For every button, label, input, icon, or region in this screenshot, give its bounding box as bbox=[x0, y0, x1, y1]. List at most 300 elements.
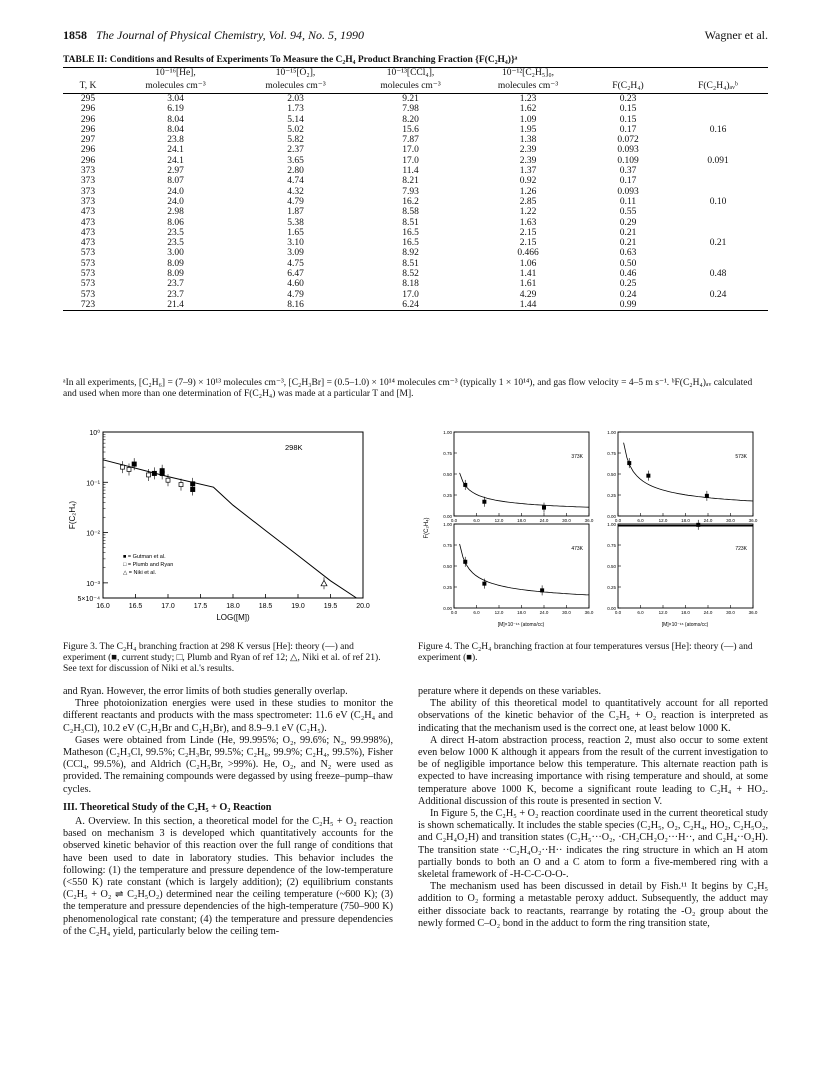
y-tick-label: 0.00 bbox=[443, 514, 452, 519]
table-cell: 2.85 bbox=[519, 196, 537, 207]
table-cell: 1.61 bbox=[519, 279, 537, 290]
table-header bbox=[63, 68, 768, 94]
table-cell: 0.21 bbox=[619, 227, 637, 238]
table-header-cell: 10⁻¹²[C₂H₅]₀, bbox=[468, 68, 588, 81]
table-cell: 2.80 bbox=[287, 166, 304, 177]
table-header-cell: molecules cm⁻³ bbox=[113, 81, 238, 94]
x-tick-label: 36.0 bbox=[584, 518, 594, 523]
y-tick-label: 10⁻¹ bbox=[86, 480, 100, 488]
table-cell: 4.29 bbox=[519, 289, 537, 300]
table-cell: 473 bbox=[80, 227, 96, 238]
figure-3 bbox=[63, 420, 398, 635]
table-row bbox=[63, 279, 768, 289]
x-tick-label: 18.0 bbox=[681, 518, 690, 523]
table-footnote: ᵃIn all experiments, [C₂H₆] = (7–9) × 10¹³ molecules cm⁻³, [C₂H₃Br] = (0.5–1.0) × 10¹⁴ molecules cm⁻³ (typically 1 × 10¹⁴), and gas flow velocity = 4–5 m s⁻¹. ᵇF(C₂H₄)ₐᵥ calculated and used when more than one determination of F(C₂H₄) was made at a particular T and [M]. bbox=[63, 378, 753, 399]
table-cell: 16.2 bbox=[402, 196, 419, 207]
y-tick-label: 0.00 bbox=[607, 606, 616, 611]
x-tick-label: 18.5 bbox=[258, 603, 273, 610]
table-cell: 8.51 bbox=[402, 217, 419, 228]
table-cell: 1.06 bbox=[519, 258, 537, 269]
table-header-cell bbox=[63, 68, 113, 81]
journal-citation: The Journal of Physical Chemistry, Vol. 94, No. 5, 1990 bbox=[96, 28, 364, 42]
body-paragraph: perature where it depends on these variables. bbox=[418, 686, 602, 697]
table-cell: 573 bbox=[80, 289, 96, 300]
table-header-cell: molecules cm⁻³ bbox=[468, 81, 588, 94]
table-cell: 2.37 bbox=[287, 145, 304, 156]
table-cell: 0.24 bbox=[619, 289, 637, 300]
data-point-gutman bbox=[190, 481, 195, 486]
table-cell bbox=[668, 259, 768, 269]
y-tick-label: 5×10⁻⁴ bbox=[77, 596, 100, 603]
y-axis-label: F(C₂H₄) bbox=[424, 517, 430, 539]
data-point-gutman bbox=[132, 462, 137, 467]
table-row bbox=[63, 115, 768, 125]
table-row bbox=[63, 94, 768, 105]
table-cell: 0.48 bbox=[709, 269, 727, 280]
table-cell: 4.32 bbox=[287, 186, 304, 197]
table-header-row bbox=[63, 68, 768, 81]
table-cell: 23.7 bbox=[167, 279, 184, 290]
table-cell: 5.38 bbox=[287, 217, 304, 228]
legend-entry: △ = Niki et al. bbox=[123, 570, 157, 576]
table-cell: 8.16 bbox=[238, 300, 353, 311]
table-cell bbox=[668, 166, 768, 176]
theory-curve bbox=[460, 544, 589, 595]
x-tick-label: 18.0 bbox=[517, 518, 526, 523]
table-cell: 8.58 bbox=[402, 207, 419, 218]
running-authors: Wagner et al. bbox=[704, 28, 768, 42]
data-point bbox=[646, 474, 650, 478]
table-cell: 3.04 bbox=[167, 94, 184, 104]
data-point bbox=[542, 506, 546, 510]
body-paragraph: The ability of this theoretical model to quantitatively account for all reported observations of the kinetic behavior of the C₂H₅ + O₂ reaction is interpreted as indicating that the mechanism used is the correct one, at least below 1000 K. bbox=[418, 698, 768, 734]
theory-curve bbox=[460, 473, 589, 507]
x-tick-label: 12.0 bbox=[658, 610, 668, 615]
legend-entry: □ = Plumb and Ryan bbox=[123, 562, 174, 568]
table-row bbox=[63, 259, 768, 269]
x-tick-label: 36.0 bbox=[748, 610, 758, 615]
x-tick-label: 0.0 bbox=[614, 518, 622, 523]
y-tick-label: 0.25 bbox=[607, 585, 616, 590]
table-row bbox=[63, 197, 768, 207]
x-tick-label: 36.0 bbox=[584, 610, 594, 615]
y-tick-label: 0.75 bbox=[607, 451, 616, 456]
table-cell bbox=[668, 248, 768, 258]
table-header-cell bbox=[668, 68, 768, 81]
table-cell: 0.17 bbox=[619, 124, 637, 135]
table-row bbox=[63, 300, 768, 311]
data-point-plumb bbox=[147, 473, 151, 477]
table-cell bbox=[668, 207, 768, 217]
data-point bbox=[482, 582, 486, 586]
table-cell: 6.24 bbox=[353, 300, 468, 311]
table-cell: 473 bbox=[80, 207, 96, 218]
y-tick-label: 0.50 bbox=[443, 472, 452, 477]
x-tick-label: 6.0 bbox=[637, 518, 644, 523]
table-cell: 1.41 bbox=[519, 269, 537, 280]
body-paragraph: Three photoionization energies were used in these studies to monitor the different reactants and products with the mass spectrometer: 11.6 eV (C₂H₄ and C₂H₃Cl), 10.2 eV (C₂H₃Br and C₂H₃Br), and 8.9–9.1 eV (C₂H₅). bbox=[63, 698, 393, 734]
data-point bbox=[463, 483, 467, 487]
table-cell: 0.093 bbox=[617, 186, 639, 197]
x-tick-label: 0.0 bbox=[450, 610, 458, 615]
table-cell: 0.072 bbox=[617, 135, 639, 146]
y-tick-label: 10⁰ bbox=[89, 430, 100, 437]
conditions-table bbox=[63, 67, 768, 311]
table-cell: 24.0 bbox=[167, 196, 184, 207]
table-cell: 2.97 bbox=[167, 166, 184, 177]
table-cell: 0.11 bbox=[619, 196, 637, 207]
table-cell: 1.63 bbox=[519, 217, 537, 228]
table-row bbox=[63, 218, 768, 228]
y-tick-label: 1.00 bbox=[607, 430, 616, 435]
table-cell bbox=[668, 176, 768, 186]
table-cell: 0.15 bbox=[619, 114, 637, 125]
data-point-niki bbox=[321, 580, 327, 586]
table-cell: 296 bbox=[80, 155, 96, 166]
table-cell: 1.09 bbox=[519, 114, 537, 125]
table-cell: 3.65 bbox=[287, 155, 304, 166]
table-cell: 8.52 bbox=[402, 269, 419, 280]
y-tick-label: 0.25 bbox=[443, 493, 452, 498]
x-tick-label: 36.0 bbox=[748, 518, 758, 523]
data-point bbox=[482, 500, 486, 504]
table-header-cell: molecules cm⁻³ bbox=[353, 81, 468, 94]
section-heading: III. Theoretical Study of the C₂H₅ + O₂ Reaction bbox=[63, 801, 272, 813]
table-cell: 0.091 bbox=[707, 155, 729, 166]
table-cell: 24.1 bbox=[167, 145, 184, 156]
x-tick-label: 30.0 bbox=[726, 518, 735, 523]
table-cell: 1.37 bbox=[519, 166, 537, 177]
table-header-cell: F(C₂H₄) bbox=[588, 81, 668, 94]
table-cell: 8.09 bbox=[167, 258, 184, 269]
x-tick-label: 0.0 bbox=[450, 518, 458, 523]
table-cell: 5.82 bbox=[287, 135, 304, 146]
temperature-label: 298K bbox=[285, 443, 303, 452]
table-cell bbox=[668, 300, 768, 311]
x-tick-label: 18.0 bbox=[517, 610, 526, 615]
table-cell: 473 bbox=[80, 238, 96, 249]
theory-curve bbox=[624, 443, 753, 501]
table-cell: 4.79 bbox=[287, 196, 304, 207]
table-cell: 295 bbox=[80, 94, 96, 104]
x-tick-label: 18.0 bbox=[226, 603, 240, 610]
table-cell: 1.62 bbox=[519, 104, 537, 115]
table-row bbox=[63, 176, 768, 186]
table-cell: 296 bbox=[80, 114, 96, 125]
x-tick-label: 17.0 bbox=[161, 603, 175, 610]
y-tick-label: 0.25 bbox=[443, 585, 452, 590]
figure-3-chart bbox=[63, 420, 398, 635]
table-cell: 473 bbox=[80, 217, 96, 228]
figure-4-chart bbox=[418, 420, 770, 635]
table-cell: 1.65 bbox=[287, 227, 304, 238]
table-cell: 8.51 bbox=[402, 258, 419, 269]
table-cell: 2.98 bbox=[167, 207, 184, 218]
table-cell: 0.466 bbox=[517, 248, 539, 259]
x-tick-label: 6.0 bbox=[473, 610, 480, 615]
body-paragraph: The mechanism used has been discussed in detail by Fish.¹¹ It begins by C₂H₅ addition to O₂ forming a metastable peroxy adduct. Subsequently, the adduct may either dissociate back to reactants, rearrange by rotating the -O₂ group about the newly formed C–O₂ bond in the adduct to form the ring transition state, bbox=[418, 881, 768, 929]
table-row bbox=[63, 135, 768, 145]
y-tick-label: 0.50 bbox=[607, 564, 616, 569]
table-cell: 1.23 bbox=[519, 94, 537, 104]
x-tick-label: 24.0 bbox=[539, 518, 549, 523]
table-cell: 16.5 bbox=[402, 227, 419, 238]
table-cell: 24.1 bbox=[167, 155, 184, 166]
x-tick-label: 24.0 bbox=[539, 610, 549, 615]
data-point-plumb bbox=[179, 483, 183, 487]
table-cell bbox=[668, 145, 768, 155]
table-cell: 296 bbox=[80, 104, 96, 115]
left-column-text bbox=[63, 686, 393, 938]
table-row bbox=[63, 269, 768, 279]
data-point-plumb bbox=[166, 478, 170, 482]
table-cell: 0.21 bbox=[619, 238, 637, 249]
y-tick-label: 0.00 bbox=[607, 514, 616, 519]
legend-entry: ■ = Gutman et al. bbox=[123, 554, 166, 560]
table-cell: 6.19 bbox=[167, 104, 184, 115]
page-number: 1858 bbox=[63, 28, 87, 42]
table-cell: 1.44 bbox=[468, 300, 588, 311]
y-tick-label: 0.25 bbox=[607, 493, 616, 498]
data-point-gutman bbox=[152, 471, 157, 476]
table-row bbox=[63, 166, 768, 176]
table-cell: 296 bbox=[80, 124, 96, 135]
table-row bbox=[63, 228, 768, 238]
table-cell: 0.10 bbox=[709, 196, 727, 207]
table-cell: 24.0 bbox=[167, 186, 184, 197]
table-header-cell bbox=[588, 68, 668, 81]
table-cell: 0.16 bbox=[709, 124, 727, 135]
table-cell: 2.15 bbox=[519, 238, 537, 249]
table-cell: 373 bbox=[80, 166, 96, 177]
table-cell: 16.5 bbox=[402, 238, 419, 249]
table-cell: 0.24 bbox=[709, 289, 727, 300]
running-header bbox=[63, 28, 768, 46]
table-cell: 1.87 bbox=[287, 207, 304, 218]
x-tick-label: 16.0 bbox=[96, 603, 110, 610]
y-tick-label: 1.00 bbox=[443, 522, 452, 527]
table-cell: 0.17 bbox=[619, 176, 637, 187]
table-cell: 5.02 bbox=[287, 124, 304, 135]
data-point-plumb bbox=[121, 465, 125, 469]
table-cell: 573 bbox=[80, 258, 96, 269]
table-cell: 17.0 bbox=[402, 145, 419, 156]
y-tick-label: 0.50 bbox=[443, 564, 452, 569]
table-cell: 8.18 bbox=[402, 279, 419, 290]
table-row bbox=[63, 145, 768, 155]
table-cell: 0.50 bbox=[619, 258, 637, 269]
x-tick-label: 6.0 bbox=[473, 518, 480, 523]
table-row bbox=[63, 248, 768, 258]
y-tick-label: 0.75 bbox=[607, 543, 616, 548]
table-cell: 0.92 bbox=[519, 176, 537, 187]
table-cell: 1.38 bbox=[519, 135, 537, 146]
table-cell: 8.04 bbox=[167, 124, 184, 135]
table-cell: 297 bbox=[80, 135, 96, 146]
body-paragraph: and Ryan. However, the error limits of both studies generally overlap. bbox=[63, 686, 348, 697]
panel-frame bbox=[618, 432, 753, 516]
table-cell: 8.06 bbox=[167, 217, 184, 228]
table-header-row bbox=[63, 81, 768, 94]
figure-3-caption: Figure 3. The C₂H₄ branching fraction at 298 K versus [He]: theory (—) and experiment (■, current study; □, Plumb and Ryan of ref 12; △, Niki et al. of ref 21). See text for discussion of Niki et al.'s results. bbox=[63, 642, 381, 674]
panel-frame bbox=[618, 524, 753, 608]
table-header-cell: T, K bbox=[63, 81, 113, 94]
y-tick-label: 1.00 bbox=[607, 522, 616, 527]
table-cell: 5.14 bbox=[287, 114, 304, 125]
y-tick-label: 0.00 bbox=[443, 606, 452, 611]
temperature-label: 373K bbox=[571, 454, 583, 460]
table-cell: 6.47 bbox=[287, 269, 304, 280]
x-tick-label: 19.5 bbox=[323, 603, 338, 610]
table-cell: 296 bbox=[80, 145, 96, 156]
table-cell: 15.6 bbox=[402, 124, 419, 135]
table-cell: 0.46 bbox=[619, 269, 637, 280]
x-tick-label: 12.0 bbox=[658, 518, 668, 523]
table-row bbox=[63, 238, 768, 248]
table-cell: 1.26 bbox=[519, 186, 537, 197]
table-header-cell: 10⁻¹⁶[He], bbox=[113, 68, 238, 81]
x-tick-label: 30.0 bbox=[562, 610, 571, 615]
body-paragraph: Gases were obtained from Linde (He, 99.995%; O₂, 99.6%; N₂, 99.998%), Matheson (C₂H₃Cl, 99.5%; C₂H₃Br, 99.5%; C₂H₆, 99.9%; C₂H₄, 99.5%), Fisher (CCl₄, 99.5%), and Aldrich (C₂H₅Br, >99%). He, O₂, and N₂ were used as provided. The remaining compounds were degassed by using freeze–pump–thaw cycles. bbox=[63, 734, 393, 795]
table-cell bbox=[668, 115, 768, 125]
table-cell bbox=[668, 279, 768, 289]
body-paragraph: In Figure 5, the C₂H₅ + O₂ reaction coordinate used in the current theoretical study is shown schematically. It includes the stable species (C₂H₅, O₂, C₂H₄, HO₂, C₂H₅O₂, and C₂H₄O₂H) and transition states (C₂H₅···O₂, ·CH₂CH₂O₂···H··, and C₂H₄··O₂H). The transition state ··C₂H₄O₂··H·· indicates the ring structure in which an H atom partially bonds to both an O and a C atom to form a five-membered ring with a skeletal framework of -H-C-C-O-O-. bbox=[418, 808, 768, 881]
x-tick-label: 17.5 bbox=[193, 603, 208, 610]
x-tick-label: 19.0 bbox=[291, 603, 305, 610]
temperature-label: 573K bbox=[735, 454, 747, 460]
table-cell: 0.37 bbox=[619, 166, 637, 177]
table-cell: 17.0 bbox=[402, 155, 419, 166]
table-body bbox=[63, 94, 768, 311]
table-cell: 4.75 bbox=[287, 258, 304, 269]
table-cell bbox=[668, 218, 768, 228]
x-tick-label: 16.5 bbox=[128, 603, 143, 610]
table-cell: 4.60 bbox=[287, 279, 304, 290]
y-tick-label: 10⁻² bbox=[86, 530, 100, 538]
y-tick-label: 0.75 bbox=[443, 543, 452, 548]
table-row bbox=[63, 104, 768, 114]
x-tick-label: 30.0 bbox=[726, 610, 735, 615]
table-cell bbox=[668, 187, 768, 197]
table-cell: 8.07 bbox=[167, 176, 184, 187]
table-cell: 723 bbox=[63, 300, 113, 311]
table-row bbox=[63, 187, 768, 197]
table-cell: 21.4 bbox=[113, 300, 238, 311]
x-tick-label: 18.0 bbox=[681, 610, 690, 615]
table-cell: 1.95 bbox=[519, 124, 537, 135]
table-header-cell: 10⁻¹⁵[O₂], bbox=[238, 68, 353, 81]
table-cell bbox=[668, 228, 768, 238]
table-cell: 373 bbox=[80, 186, 96, 197]
table-cell: 8.09 bbox=[167, 269, 184, 280]
right-column-text bbox=[418, 686, 768, 930]
table-cell: 0.093 bbox=[617, 145, 639, 156]
table-cell: 4.79 bbox=[287, 289, 304, 300]
table-cell: 573 bbox=[80, 269, 96, 280]
table-cell: 0.63 bbox=[619, 248, 637, 259]
body-paragraph: A direct H-atom abstraction process, reaction 2, must also occur to some extent even below 1000 K although it appears from the result of the current investigation to be of negligible importance below this temperature. This alternate reaction path is expected to have increasing importance with rising temperature and should, at some temperature above 1000 K, become a significant route leading to C₂H₄ + HO₂. Additional discussion of this route is presented in section V. bbox=[418, 734, 768, 807]
figure-4-caption: Figure 4. The C₂H₄ branching fraction at four temperatures versus [He]: theory (—) and experiment (■). bbox=[418, 642, 753, 663]
table-cell: 8.92 bbox=[402, 248, 419, 259]
table-cell: 7.87 bbox=[402, 135, 419, 146]
table-cell: 0.99 bbox=[588, 300, 668, 311]
x-tick-label: 24.0 bbox=[703, 518, 713, 523]
table-cell: 8.04 bbox=[167, 114, 184, 125]
table-cell: 3.10 bbox=[287, 238, 304, 249]
table-cell: 0.23 bbox=[619, 94, 637, 104]
x-tick-label: 0.0 bbox=[614, 610, 622, 615]
table-cell: 2.15 bbox=[519, 227, 537, 238]
table-cell: 0.21 bbox=[709, 238, 727, 249]
data-point bbox=[627, 461, 631, 465]
table-cell: 4.74 bbox=[287, 176, 304, 187]
table-caption: TABLE II: Conditions and Results of Experiments To Measure the C₂H₄ Product Branching Fraction {F(C₂H₄)}ᵃ bbox=[63, 55, 518, 65]
x-tick-label: 12.0 bbox=[494, 518, 504, 523]
table-row bbox=[63, 207, 768, 217]
data-point bbox=[463, 560, 467, 564]
table-row bbox=[63, 125, 768, 135]
table-row bbox=[63, 290, 768, 300]
data-table-container bbox=[63, 67, 768, 311]
data-point-gutman bbox=[160, 468, 165, 473]
table-header-cell: molecules cm⁻³ bbox=[238, 81, 353, 94]
table-cell: 1.22 bbox=[519, 207, 537, 218]
table-cell: 7.93 bbox=[402, 186, 419, 197]
table-cell: 3.09 bbox=[287, 248, 304, 259]
temperature-label: 723K bbox=[735, 546, 747, 552]
data-point bbox=[696, 523, 700, 527]
table-cell: 8.20 bbox=[402, 114, 419, 125]
table-cell: 23.5 bbox=[167, 227, 184, 238]
table-cell bbox=[668, 94, 768, 105]
table-header-cell: F(C₂H₄)ₐᵥᵇ bbox=[668, 81, 768, 94]
x-axis-label: [M]×10⁻¹⁶ (atoms/cc) bbox=[661, 622, 709, 628]
data-point-plumb bbox=[127, 467, 131, 471]
y-tick-label: 0.75 bbox=[443, 451, 452, 456]
table-cell: 23.8 bbox=[167, 135, 184, 146]
table-header-cell: 10⁻¹³[CCl₄], bbox=[353, 68, 468, 81]
table-cell: 11.4 bbox=[402, 166, 419, 177]
data-point bbox=[540, 588, 544, 592]
x-tick-label: 24.0 bbox=[703, 610, 713, 615]
y-tick-label: 1.00 bbox=[443, 430, 452, 435]
table-cell: 23.7 bbox=[167, 289, 184, 300]
table-cell: 2.03 bbox=[287, 94, 304, 104]
table-cell: 573 bbox=[80, 248, 96, 259]
table-cell bbox=[668, 104, 768, 114]
table-cell: 573 bbox=[80, 279, 96, 290]
x-tick-label: 30.0 bbox=[562, 518, 571, 523]
theory-curve bbox=[103, 460, 357, 598]
table-cell: 0.15 bbox=[619, 104, 637, 115]
panel-frame bbox=[454, 524, 589, 608]
table-row bbox=[63, 156, 768, 166]
table-cell: 8.21 bbox=[402, 176, 419, 187]
table-cell: 0.25 bbox=[619, 279, 637, 290]
table-cell: 373 bbox=[80, 176, 96, 187]
x-tick-label: 6.0 bbox=[637, 610, 644, 615]
y-axis-label: F(C₂H₄) bbox=[68, 500, 77, 530]
temperature-label: 473K bbox=[571, 546, 583, 552]
table-cell: 0.55 bbox=[619, 207, 637, 218]
table-cell: 3.00 bbox=[167, 248, 184, 259]
x-axis-label: LOG([M]) bbox=[216, 613, 250, 622]
table-cell: 0.29 bbox=[619, 217, 637, 228]
x-axis-label: [M]×10⁻¹⁶ (atoms/cc) bbox=[497, 622, 545, 628]
x-tick-label: 20.0 bbox=[356, 603, 370, 610]
data-point bbox=[705, 494, 709, 498]
table-cell: 0.109 bbox=[617, 155, 639, 166]
